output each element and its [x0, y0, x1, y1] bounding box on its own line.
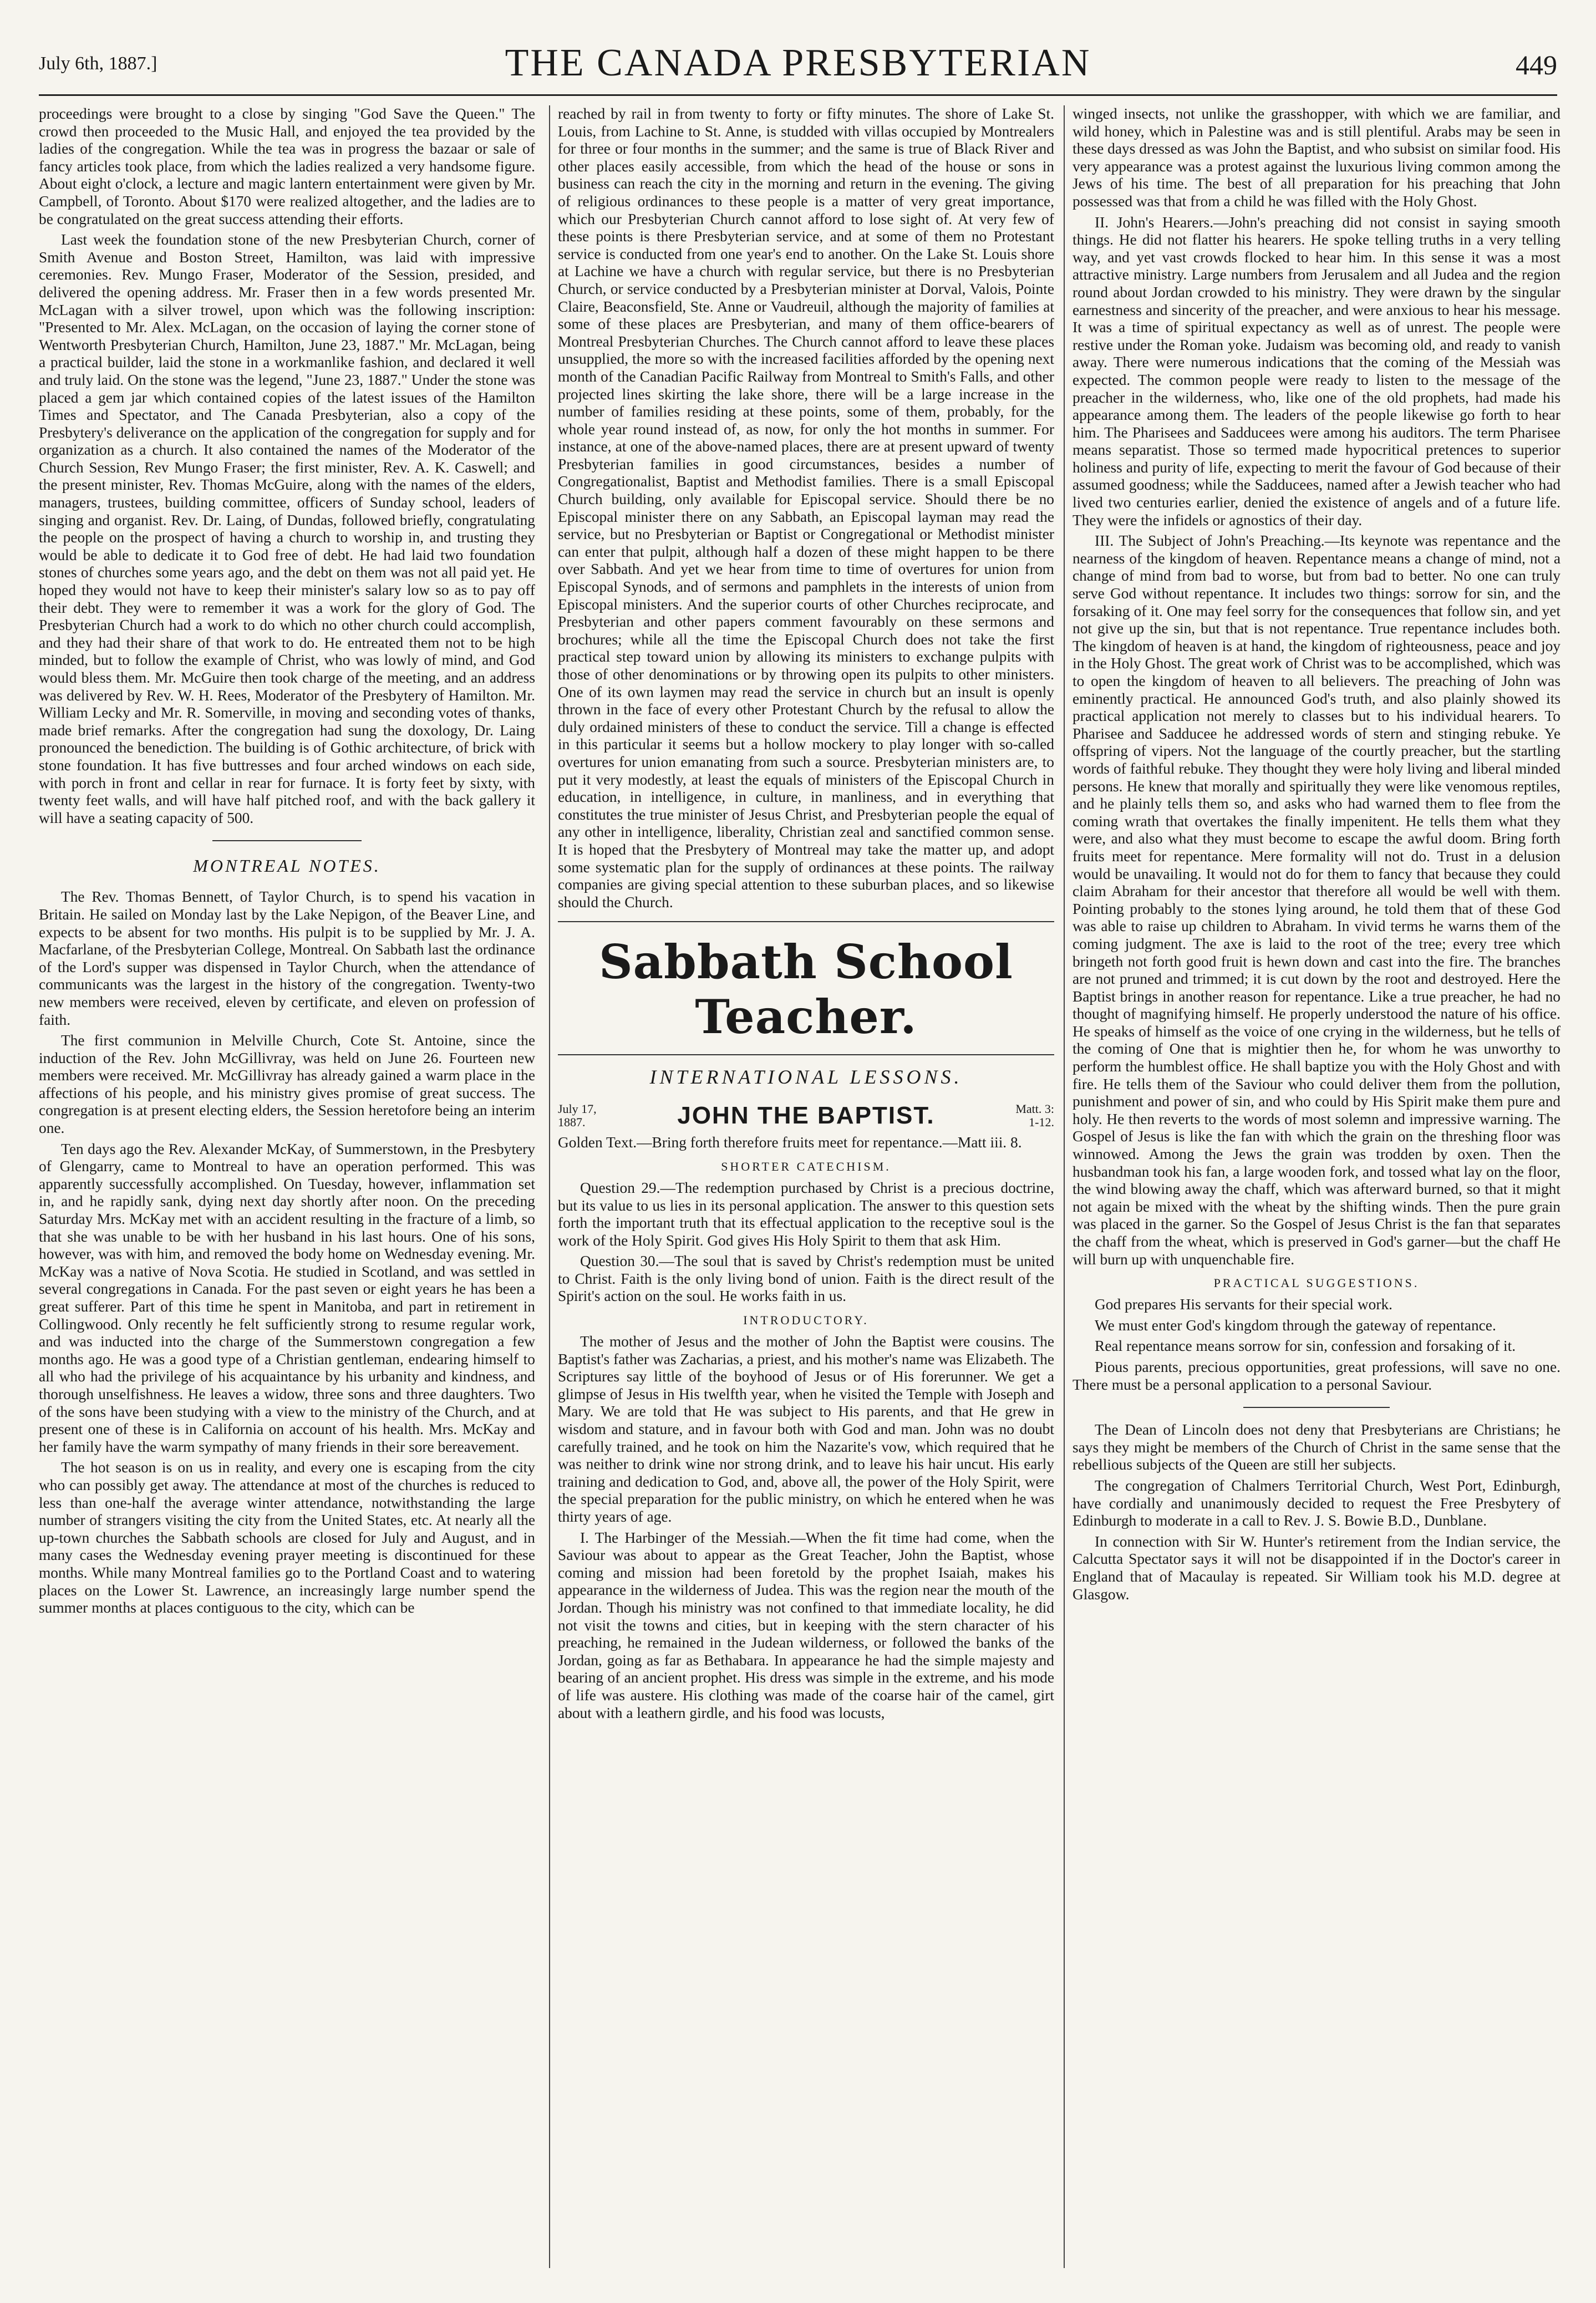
news-paragraph: In connection with Sir W. Hunter's retirement from the Indian service, the Calcutta Spectator says it will not be disappointed if in the Doctor's career in England that of Macaulay is repeated. Sir William took his M.D. degree at Glasgow.	[1073, 1533, 1561, 1603]
article-paragraph: Ten days ago the Rev. Alexander McKay, of Summerstown, in the Presbytery of Glengarry, came to Montreal to have an operation performed. This was apparently successfully accomplished. On Tuesday, however, inflammation set in, and he rapidly sank, dying next day shortly after noon. On the preceding Saturday Mrs. McKay met with an accident resulting in the fracture of a limb, so that she was unable to be with her husband in his last hours. One of his sons, however, was with him, and removed the body home on Wednesday evening. Mr. McKay was a native of Nova Scotia. He studied in Scotland, and was settled in several congregations in Canada. For the past seven or eight years he has been a great sufferer. Part of this time he spent in Manitoba, and part in retirement in Collingwood. Only recently he felt sufficiently strong to resume regular work, and was inducted into the charge of the Summerstown congregation a few months ago. He was a good type of a Christian gentleman, endearing himself to all who had the privilege of his acquaintance by his urbanity and kindness, and thorough unselfishness. He leaves a widow, three sons and three daughters. Two of the sons have been studying with a view to the ministry of the Church, and at present one of these is in California on account of his health. Mrs. McKay and her family have the warm sympathy of many friends in their sore bereavement.	[39, 1140, 535, 1455]
article-paragraph: II. John's Hearers.—John's preaching did not consist in saying smooth things. He did not flatter his hearers. He spoke telling truths in a very telling way, and yet vast crowds flocked to hear him. In this sense it was a most attractive ministry. Large numbers from Jerusalem and all Judea and the region round about Jordan crowded to his ministry. They were drawn by the singular earnestness and sincerity of the preacher, and were anxious to hear his message. It was a time of spiritual expectancy as well as of unrest. The people were restive under the Roman yoke. Judaism was becoming old, and ready to vanish away. There were numerous indications that the coming of the Messiah was expected. The common people were ready to listen to the message of the preacher in the wilderness, who, like one of the old prophets, had made his appearance among them. The leaders of the people likewise go forth to hear him. The Pharisees and Sadducees were among his auditors. The term Pharisee means separatist. Those so termed made hypocritical pretences to superior holiness and purity of life, expecting to merit the favour of God because of their assumed goodness; while the Sadducees, named after a Jewish teacher who had lived two centuries earlier, denied the existence of angels and of a future life. They were the infidels or agnostics of their day.	[1073, 213, 1561, 528]
subheading: INTRODUCTORY.	[743, 1313, 869, 1328]
subheading: PRACTICAL SUGGESTIONS.	[1213, 1276, 1420, 1290]
newspaper-title: THE CANADA PRESBYTERIAN	[505, 42, 1091, 84]
divider	[1243, 1407, 1390, 1408]
article-paragraph: The Rev. Thomas Bennett, of Taylor Church, is to spend his vacation in Britain. He sailed on Monday last by the Lake Nepigon, of the Beaver Line, and expects to be absent for two months. His pulpit is to be supplied by Mr. J. A. Macfarlane, of the Presbyterian College, Montreal. On Sabbath last the ordinance of the Lord's supper was dispensed in Taylor Church, when the attendance of communicants was the largest in the history of the congregation. Twenty-two new members were received, eleven by certificate, and eleven on profession of faith.	[39, 888, 535, 1028]
lesson-date-line: July 17,	[558, 1102, 597, 1116]
article-paragraph: The mother of Jesus and the mother of John the Baptist were cousins. The Baptist's father was Zacharias, a priest, and his mother's name was Elizabeth. The Scriptures say little of the boyhood of Jesus or of His forerunner. We get a glimpse of Jesus in His twelfth year, when he visited the Temple with Joseph and Mary. We are told that He was subject to His parents, and that He grew in wisdom and stature, and in favour both with God and man. John was no doubt carefully trained, and he took on him the Nazarite's vow, which required that he was neither to drink wine nor strong drink, and to leave his hair uncut. His early training and dedication to God, and, above all, the power of the Holy Spirit, were the special preparation for the public ministry, on which he entered when he was thirty years of age.	[558, 1333, 1054, 1525]
section-heading: MONTREAL NOTES.	[193, 856, 381, 876]
lesson-title: JOHN THE BAPTIST.	[677, 1102, 935, 1130]
article-paragraph: proceedings were brought to a close by singing "God Save the Queen." The crowd then proceeded to the Music Hall, and enjoyed the tea provided by the ladies of the congregation. While the tea was in progress the bazaar or sale of fancy articles took place, from which the ladies realized a very handsome figure. About eight o'clock, a lecture and magic lantern entertainment were given by Mr. Campbell, of Toronto. About $170 were realized altogether, and the ladies are to be congratulated on the great success attending their efforts.	[39, 105, 535, 227]
subheading: SHORTER CATECHISM.	[721, 1159, 891, 1173]
column-right	[1064, 105, 1561, 2268]
lesson-date-line: 1887.	[558, 1115, 586, 1130]
page-number: 449	[1516, 49, 1557, 80]
column-left	[39, 105, 535, 2268]
news-paragraph: The Dean of Lincoln does not deny that Presbyterians are Christians; he says they might be members of the Church of Christ in the same sense that the rebellious subjects of the Queen are still her subjects.	[1073, 1421, 1561, 1473]
lesson-date	[558, 1102, 597, 1129]
article-paragraph: The hot season is on us in reality, and every one is escaping from the city who can possibly get away. The attendance at most of the churches is reduced to less than one-half the average winter attendance, notwithstanding the large number of strangers visiting the city from the United States, etc. At nearly all the up-town churches the Sabbath schools are closed for July and August, and in many cases the Wednesday evening prayer meeting is discontinued for these months. While many Montreal families go to the Portland Coast and to watering places on the Lower St. Lawrence, an increasingly large number spend the summer months at places contiguous to the city, which can be	[39, 1459, 535, 1616]
golden-text: Golden Text.—Bring forth therefore fruits meet for repentance.—Matt iii. 8.	[558, 1134, 1022, 1151]
section-masthead: Sabbath School Teacher.	[599, 934, 1013, 1045]
article-paragraph: Question 29.—The redemption purchased by Christ is a precious doctrine, but its value to us lies in its personal application. The answer to this question sets forth the important truth that its effectual application to the receptive soul is the work of the Holy Spirit. God gives His Holy Spirit to them that ask Him.	[558, 1179, 1054, 1249]
page-header	[39, 33, 1557, 96]
article-paragraph: The first communion in Melville Church, Cote St. Antoine, since the induction of the Rev. John McGillivray, was held on June 26. Fourteen new members were received. Mr. McGillivray has already gained a warm place in the affections of his people, and his ministry gives promise of great success. The congregation is at present electing elders, the Session heretofore being an interim one.	[39, 1032, 535, 1137]
article-paragraph: winged insects, not unlike the grasshopper, with which we are familiar, and wild honey, which in Palestine was and is still plentiful. Arabs may be seen in these days dressed as was John the Baptist, and who subsist on similar food. His very appearance was a protest against the luxurious living common among the Jews of his time. The best of all preparation for his preaching that John possessed was that from a child he was filled with the Holy Ghost.	[1073, 105, 1561, 210]
suggestion: We must enter God's kingdom through the gateway of repentance.	[1095, 1316, 1496, 1334]
article-paragraph: reached by rail in from twenty to forty or fifty minutes. The shore of Lake St. Louis, from Lachine to St. Anne, is studded with villas occupied by Montrealers for three or four months in the summer; and the same is true of Black River and other places easily accessible, from which the head of the house or sons in business can reach the city in the morning and return in the evening. The giving of religious ordinances to these people is a matter of very great importance, which our Presbyterian Church cannot afford to lose sight of. At very few of these points is there Presbyterian service, and at some of them no Protestant service is conducted from one year's end to another. On the Lake St. Louis shore at Lachine we have a church with regular service, but there is no Presbyterian Church, or service conducted by a Presbyterian minister at Dorval, Valois, Pointe Claire, Beaconsfield, Ste. Anne or Vaudreuil, although the majority of families at some of these places are Presbyterian, and many of them office-bearers of Montreal Presbyterian Churches. The Church cannot afford to leave these places unsupplied, the more so with the increased facilities afforded by the opening next month of the Canadian Pacific Railway from Montreal to Smith's Falls, and other projected lines skirting the lake shore, there will be a large increase in the number of families residing at these points, some of them, probably, for the whole year round instead of, as now, for only the hot months in summer. For instance, at one of the above-named places, there are at present upward of twenty Presbyterian families in good circumstances, besides a number of Congregationalist, Baptist and Methodist families. There is a small Episcopal Church building, only available for Episcopal service. Should there be no Episcopal minister there on any Sabbath, an Episcopal layman may read the service, but no Presbyterian or Baptist or Congregational or Methodist minister can enter that pulpit, although half a dozen of these might happen to be there over Sabbath. And yet we hear from time to time of overtures for union from Episcopal Synods, and of sermons and pamphlets in the interests of union from Episcopal ministers. And the superior courts of other Churches reciprocate, and Presbyterian and other papers comment favourably on these sermons and brochures; while all the time the Episcopal Church does not take the first practical step toward union by allowing its ministers to exchange pulpits with those of other denominations or by throwing open its pulpits to other ministers. One of its own laymen may read the service in church but an insult is openly thrown in the face of every other Protestant Church by the refusal to allow the duly ordained ministers of these to conduct the service. Till a change is effected in this particular it seems but a hollow mockery to play longer with so-called overtures for union emanating from such a source. Presbyterian ministers are, to put it very modestly, at least the equals of ministers of the Episcopal Church in education, in intelligence, in culture, in manliness, and in everything that constitutes the true minister of Jesus Christ, and Presbyterian people the equal of any other in intelligence, liberality, Christian zeal and sanctified common sense. It is hoped that the Presbytery of Montreal may take the matter up, and adopt some systematic plan for the supply of ordinances at these points. The railway companies are giving special attention to these suburban places, and so likewise should the Church.	[558, 105, 1054, 911]
article-paragraph: Last week the foundation stone of the new Presbyterian Church, corner of Smith Avenue and Boston Street, Hamilton, was laid with impressive ceremonies. Rev. Mungo Fraser, Moderator of the Session, presided, and delivered the opening address. Mr. Fraser then in a few words presented Mr. McLagan with a silver trowel, upon which was the following inscription: "Presented to Mr. Alex. McLagan, on the occasion of laying the corner stone of Wentworth Presbyterian Church, Hamilton, June 23, 1887." Mr. McLagan, being a practical builder, laid the stone in a workmanlike fashion, and declared it well and truly laid. On the stone was the legend, "June 23, 1887." Under the stone was placed a gem jar which contained copies of the latest issues of the Hamilton Times and Spectator, and The Canada Presbyterian, also a copy of the Presbytery's deliverance on the application of the congregation for supply and for organization as a church. It also contained the names of the Moderator of the Church Session, Rev Mungo Fraser; the first minister, Rev. A. K. Caswell; and the present minister, Rev. Thomas McGuire, along with the names of the elders, managers, trustees, building committee, officers of Sunday school, leaders of singing and organist. Rev. Dr. Laing, of Dundas, followed briefly, congratulating the people on the prospect of having a church to worship in, and trusting they would be able to dedicate it to God free of debt. He had laid two foundation stones of churches some years ago, and the debt on them was not all paid yet. He hoped they would not have to keep their minister's salary low so as to pay off their debt. They were to remember it was a work for the glory of God. The Presbyterian Church had a work to do which no other church could accomplish, and they had their share of that work to do. He entreated them not to be high minded, but to follow the example of Christ, who was lowly of mind, and God would bless them. Mr. McGuire then took charge of the meeting, and an address was delivered by Rev. W. H. Rees, Moderator of the Presbytery of Hamilton. Mr. William Lecky and Mr. R. Somerville, in moving and seconding votes of thanks, made brief remarks. After the congregation had sung the doxology, Dr. Laing pronounced the benediction. The building is of Gothic architecture, of brick with stone foundation. It has five buttresses and four arched windows on each side, with porch in front and cellar in rear for furnace. It is forty feet by sixty, with twenty feet walls, and will have half pitched roof, and with the back gallery it will have a seating capacity of 500.	[39, 231, 535, 826]
article-paragraph: I. The Harbinger of the Messiah.—When the fit time had come, when the Saviour was about to appear as the Great Teacher, John the Baptist, whose coming and mission had been foretold by the prophet Isaiah, makes his appearance in the wilderness of Judea. This was the region near the mouth of the Jordan. Though his ministry was not confined to that immediate locality, he did not visit the towns and cities, but in keeping with the stern character of his preaching, he remained in the Judean wilderness, or followed the banks of the Jordan, going as far as Bethabara. In appearance he had the simple majesty and bearing of an ancient prophet. His dress was simple in the extreme, and his mode of life was austere. His clothing was made of the coarse hair of the camel, girt about with a leathern girdle, and his food was locusts,	[558, 1529, 1054, 1721]
suggestion: God prepares His servants for their special work.	[1095, 1296, 1392, 1313]
suggestion: Pious parents, precious opportunities, great professions, will save no one. There must be a personal application to a personal Saviour.	[1073, 1358, 1561, 1393]
article-paragraph: Question 30.—The soul that is saved by Christ's redemption must be united to Christ. Faith is the only living bond of union. Faith is the direct result of the Spirit's action on the soul. He works faith in us.	[558, 1253, 1054, 1305]
section-subheading: INTERNATIONAL LESSONS.	[649, 1066, 963, 1089]
news-paragraph: The congregation of Chalmers Territorial Church, West Port, Edinburgh, have cordially and unanimously decided to request the Free Presbytery of Edinburgh to moderate in a call to Rev. J. S. Bowie B.D., Dunblane.	[1073, 1477, 1561, 1529]
lesson-reference	[1015, 1102, 1054, 1129]
lesson-heading	[558, 1102, 1054, 1130]
suggestion: Real repentance means sorrow for sin, confession and forsaking of it.	[1095, 1338, 1516, 1355]
divider	[212, 840, 362, 841]
divider	[558, 1054, 1054, 1055]
lesson-ref-line: 1-12.	[1029, 1115, 1054, 1130]
column-middle	[549, 105, 1054, 2268]
article-paragraph: III. The Subject of John's Preaching.—Its keynote was repentance and the nearness of the kingdom of heaven. Repentance means a change of mind, not a change of mind from bad to worse, but from bad to better. No one can truly serve God without repentance. It includes two things: sorrow for sin, and the forsaking of it. One may feel sorry for the consequences that follow sin, and yet not give up the sin, but that is not repentance. True repentance includes both. The kingdom of heaven is at hand, the kingdom of righteousness, peace and joy in the Holy Ghost. The great work of Christ was to be accomplished, which was to open the kingdom of heaven to all believers. The preaching of John was eminently practical. He announced God's truth, and also plainly showed its practical application not merely to classes but to his individual hearers. To Pharisee and Sadducee he addressed words of stern and stinging rebuke. Ye offspring of vipers. Not the language of the courtly preacher, but the startling words of faithful rebuke. They thought they were holy living and liberal minded persons. He knew that morally and spiritually they were like venomous reptiles, and he plainly tells them so, and asks who had warned them to flee from the coming wrath that overtakes the finally impenitent. He tells them what they were, and also what they must become to escape the awful doom. Bring forth fruits meet for repentance. Mere formality will not do. Trust in a delusion would be unavailing. It would not do for them to fancy that because they could claim Abraham for their ancestor that therefore all would be well with them. Pointing probably to the stones lying around, he told them that of these God was able to raise up children to Abraham. In vivid terms he warns them of the coming judgment. The axe is laid to the root of the tree; every tree which bringeth not forth good fruit is hewn down and cast into the fire. The branches are not pruned and trimmed; it is cut down by the root and destroyed. Here the Baptist brings in another reason for repentance. Like a true preacher, he had no thought of magnifying himself. He properly understood the nature of his office. He speaks of himself as the voice of one crying in the wilderness, but he tells of the coming of One that is mightier then he, for whom he was unworthy to perform the humblest office. He shall baptize you with the Holy Ghost and with fire. He tells them of the Saviour who could deliver them from the pollution, punishment and power of sin, and who could by His Spirit make them pure and holy. He then reverts to the words of most solemn and impressive warning. The Gospel of Jesus is like the fan with which the grain on the threshing floor was winnowed. Among the Jews the grain was trodden by oxen. Then the husbandman took his fan, a large wooden fork, and tossed what lay on the floor, the wind blowing away the chaff, which was afterward burned, so that it might not again be mixed with the wheat by the shifting winds. Then the pure grain was placed in the garner. So the Gospel of Jesus Christ is the fan that separates the chaff from the wheat, which is preserved in God's garner—but the chaff He will burn up with unquenchable fire.	[1073, 532, 1561, 1268]
issue-date: July 6th, 1887.]	[39, 53, 157, 74]
lesson-ref-line: Matt. 3:	[1015, 1102, 1054, 1116]
divider	[558, 921, 1054, 922]
